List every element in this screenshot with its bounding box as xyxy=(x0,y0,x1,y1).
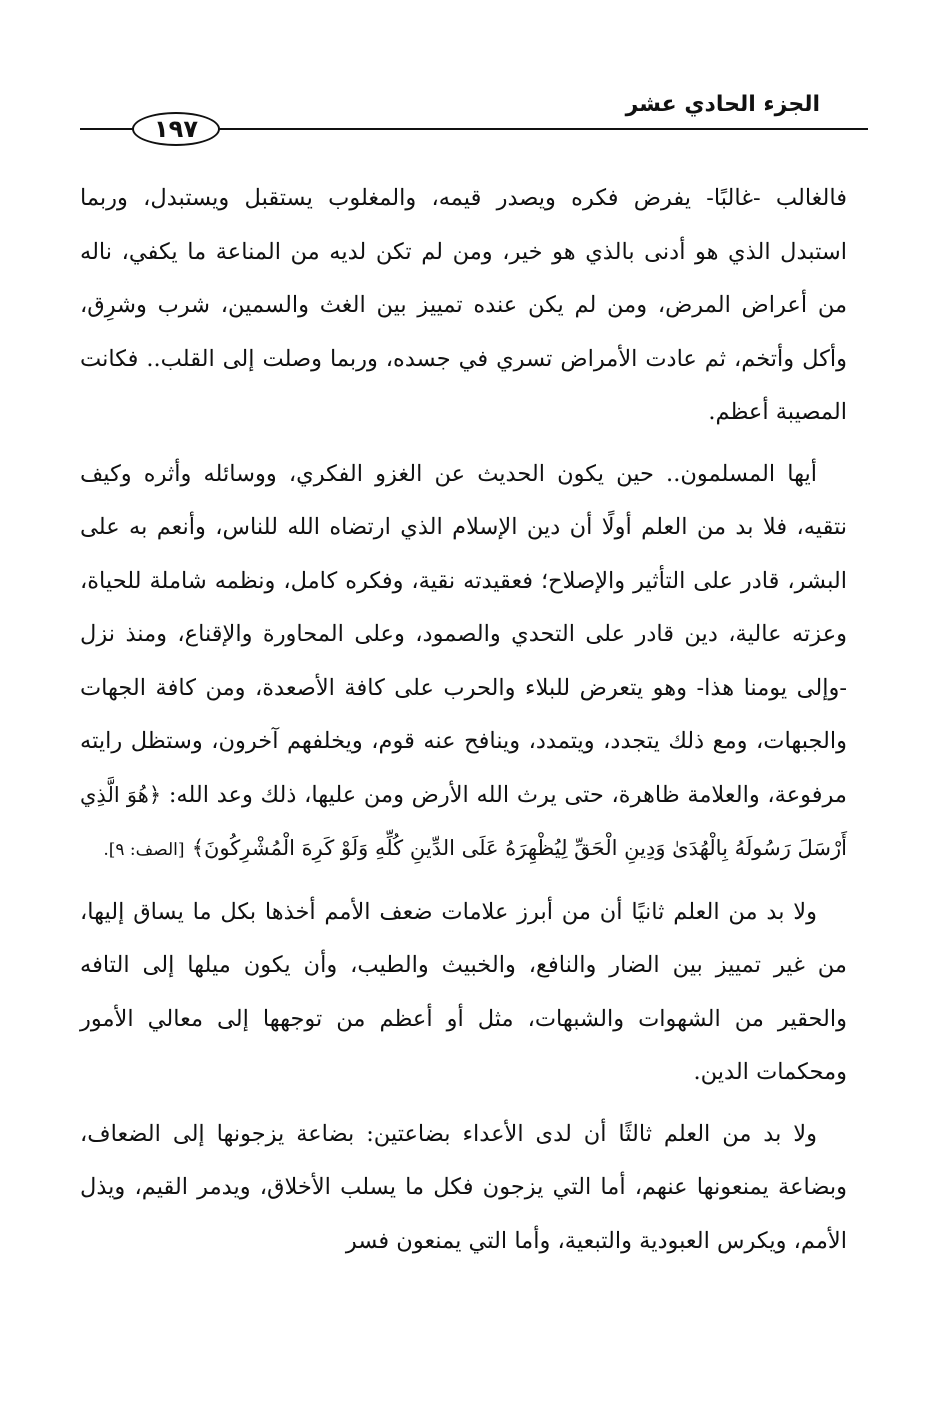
paragraph-4: ولا بد من العلم ثالثًا أن لدى الأعداء بضاعتين: بضاعة يزجونها إلى الضعاف، وبضاعة يمنعونها عنهم، أما التي يزجون فكل ما يسلب الأخلاق، ويدمر القيم، ويذل الأمم، ويكرس العبودية والتبعية، وأما التي يمنعون فسر xyxy=(80,1120,847,1254)
paragraph-1: فالغالب -غالبًا- يفرض فكره ويصدر قيمه، والمغلوب يستقبل ويستبدل، وربما استبدل الذي هو أدنى بالذي هو خير، ومن لم تكن لديه من المناعة ما يكفي، ناله من أعراض المرض، ومن لم يكن عنده تمييز بين الغث والسمين، شرب وشرِق، وأكل وأتخم، ثم عادت الأمراض تسري في جسده، وربما وصلت إلى القلب.. فكانت المصيبة أعظم. xyxy=(80,185,847,425)
page-number: ١٩٧ xyxy=(154,115,198,143)
paragraph-3: ولا بد من العلم ثانيًا أن من أبرز علامات ضعف الأمم أخذها بكل ما يساق إليها، من غير تمييز بين الضار والنافع، والخبيث والطيب، وأن يكون ميلها إلى التافه والحقير من الشهوات والشبهات، مثل أو أعظم من توجهها إلى معالي الأمور ومحكمات الدين. xyxy=(80,898,847,1085)
verse-reference: [الصف: ٩]. xyxy=(103,840,185,860)
quran-verse: ﴿هُوَ الَّذِي أَرْسَلَ رَسُولَهُ بِالْهُدَىٰ وَدِينِ الْحَقِّ لِيُظْهِرَهُ عَلَى الدِّينِ كُلِّهِ وَلَوْ كَرِهَ الْمُشْرِكُونَ﴾ xyxy=(80,782,847,860)
body-text xyxy=(80,172,847,1276)
page-number-badge xyxy=(132,112,220,146)
paragraph-2-text: أيها المسلمون.. حين يكون الحديث عن الغزو الفكري، ووسائله وأثره وكيف نتقيه، فلا بد من العلم أولًا أن دين الإسلام الذي ارتضاه الله للناس، وأنعم به على البشر، قادر على التأثير والإصلاح؛ فعقيدته نقية، وفكره كامل، ونظمه شاملة للحياة، وعزته عالية، دين قادر على التحدي والصمود، وعلى المحاورة والإقناع، ومنذ نزل -وإلى يومنا هذا- وهو يتعرض للبلاء والحرب على كافة الأصعدة، ومن كافة الجهات والجبهات، ومع ذلك يتجدد، ويتمدد، وينافح عنه قوم، ويخلفهم آخرون، وستظل رايته مرفوعة، والعلامة ظاهرة، حتى يرث الله الأرض ومن عليها، ذلك وعد الله: xyxy=(80,460,847,808)
paragraph-2 xyxy=(80,448,847,878)
running-title: الجزء الحادي عشر xyxy=(625,92,820,117)
